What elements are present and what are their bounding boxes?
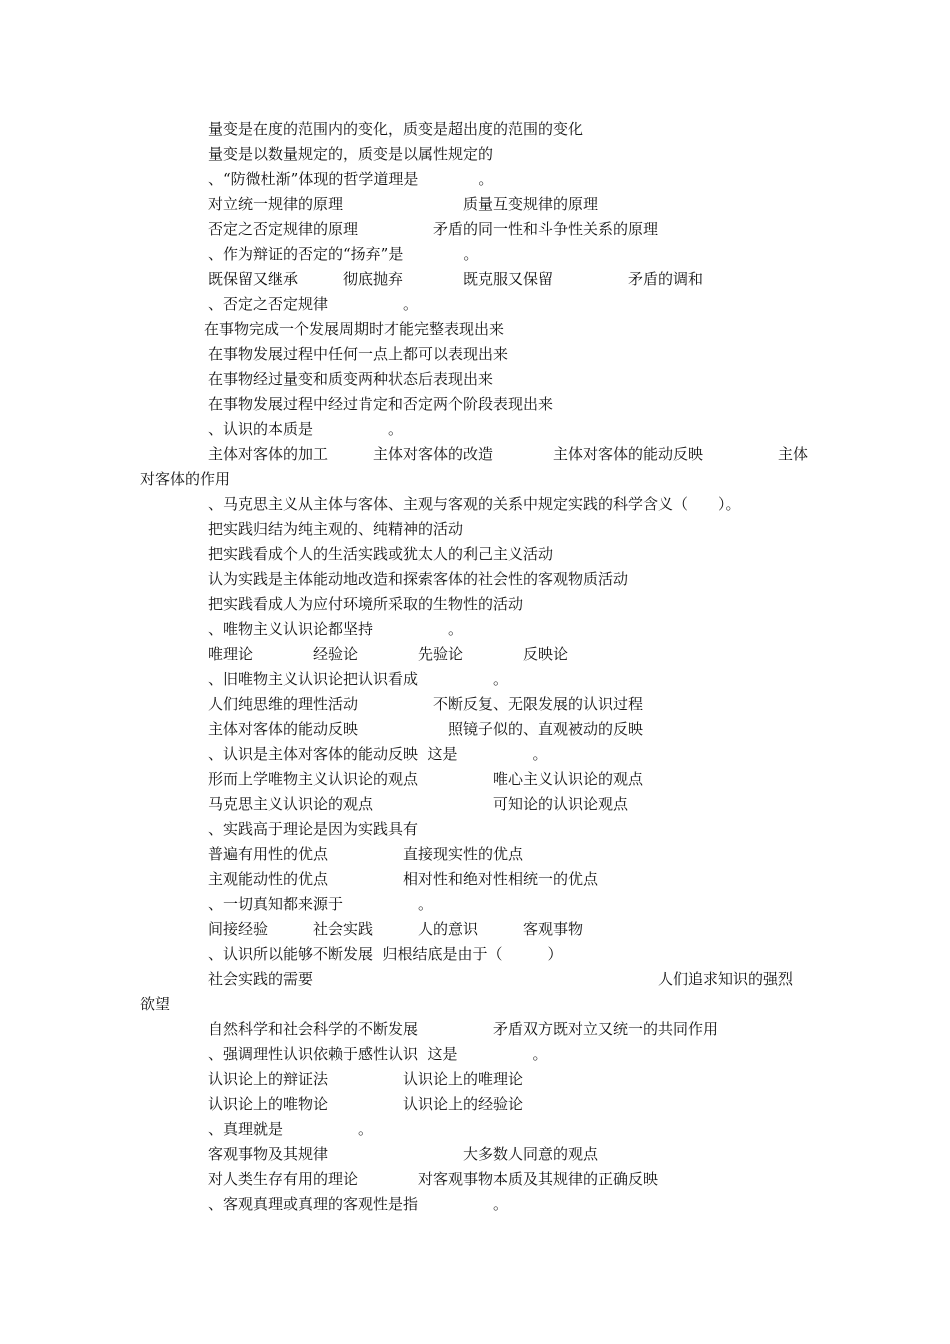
option-line: 否定之否定规律的原理 矛盾的同一性和斗争性关系的原理 — [208, 220, 659, 238]
option-line: 间接经验 社会实践 人的意识 客观事物 — [208, 920, 584, 938]
option-line: 在事物完成一个发展周期时才能完整表现出来 — [204, 320, 505, 338]
text-line: 量变是在度的范围内的变化，质变是超出度的范围的变化 — [208, 120, 584, 138]
option-line: 既保留又继承 彻底抛弃 既克服又保留 矛盾的调和 — [208, 270, 704, 288]
question-line: 、马克思主义从主体与客体、主观与客观的关系中规定实践的科学含义（ ）。 — [208, 495, 741, 513]
option-line: 在事物发展过程中经过肯定和否定两个阶段表现出来 — [208, 395, 554, 413]
option-line: 把实践看成人为应付环境所采取的生物性的活动 — [208, 595, 524, 613]
question-line: 、认识是主体对客体的能动反映 这是 。 — [208, 745, 548, 763]
question-line: 、真理就是 。 — [208, 1120, 374, 1138]
option-line: 认为实践是主体能动地改造和探索客体的社会性的客观物质活动 — [208, 570, 629, 588]
option-line: 在事物发展过程中任何一点上都可以表现出来 — [208, 345, 509, 363]
question-line: 、唯物主义认识论都坚持 。 — [208, 620, 464, 638]
question-line: 、否定之否定规律 。 — [208, 295, 419, 313]
option-line: 主体对客体的加工 主体对客体的改造 主体对客体的能动反映 主体 — [208, 445, 809, 463]
option-line-continued: 对客体的作用 — [140, 470, 231, 488]
option-line: 社会实践的需要 人们追求知识的强烈 — [208, 970, 794, 988]
option-line-continued: 欲望 — [140, 995, 171, 1013]
option-line: 把实践归结为纯主观的、纯精神的活动 — [208, 520, 464, 538]
option-line: 认识论上的辩证法 认识论上的唯理论 — [208, 1070, 524, 1088]
option-line: 对立统一规律的原理 质量互变规律的原理 — [208, 195, 599, 213]
option-line: 对人类生存有用的理论 对客观事物本质及其规律的正确反映 — [208, 1170, 659, 1188]
option-line: 唯理论 经验论 先验论 反映论 — [208, 645, 569, 663]
question-line: 、客观真理或真理的客观性是指 。 — [208, 1195, 509, 1213]
question-line: 、旧唯物主义认识论把认识看成 。 — [208, 670, 509, 688]
option-line: 普遍有用性的优点 直接现实性的优点 — [208, 845, 524, 863]
question-line: 、作为辩证的否定的“扬弃”是 。 — [208, 245, 479, 263]
question-line: 、认识所以能够不断发展 归根结底是由于（ ） — [208, 945, 563, 963]
question-line: 、一切真知都来源于 。 — [208, 895, 434, 913]
option-line: 认识论上的唯物论 认识论上的经验论 — [208, 1095, 524, 1113]
option-line: 客观事物及其规律 大多数人同意的观点 — [208, 1145, 599, 1163]
option-line: 主观能动性的优点 相对性和绝对性相统一的优点 — [208, 870, 599, 888]
question-line: 、认识的本质是 。 — [208, 420, 404, 438]
option-line: 在事物经过量变和质变两种状态后表现出来 — [208, 370, 494, 388]
question-line: 、实践高于理论是因为实践具有 — [208, 820, 419, 838]
option-line: 马克思主义认识论的观点 可知论的认识论观点 — [208, 795, 629, 813]
question-line: 、“防微杜渐”体现的哲学道理是 。 — [208, 170, 494, 188]
question-line: 、强调理性认识依赖于感性认识 这是 。 — [208, 1045, 548, 1063]
option-line: 主体对客体的能动反映 照镜子似的、直观被动的反映 — [208, 720, 644, 738]
option-line: 自然科学和社会科学的不断发展 矛盾双方既对立又统一的共同作用 — [208, 1020, 719, 1038]
option-line: 形而上学唯物主义认识论的观点 唯心主义认识论的观点 — [208, 770, 644, 788]
text-line: 量变是以数量规定的，质变是以属性规定的 — [208, 145, 494, 163]
option-line: 把实践看成个人的生活实践或犹太人的利己主义活动 — [208, 545, 554, 563]
option-line: 人们纯思维的理性活动 不断反复、无限发展的认识过程 — [208, 695, 644, 713]
